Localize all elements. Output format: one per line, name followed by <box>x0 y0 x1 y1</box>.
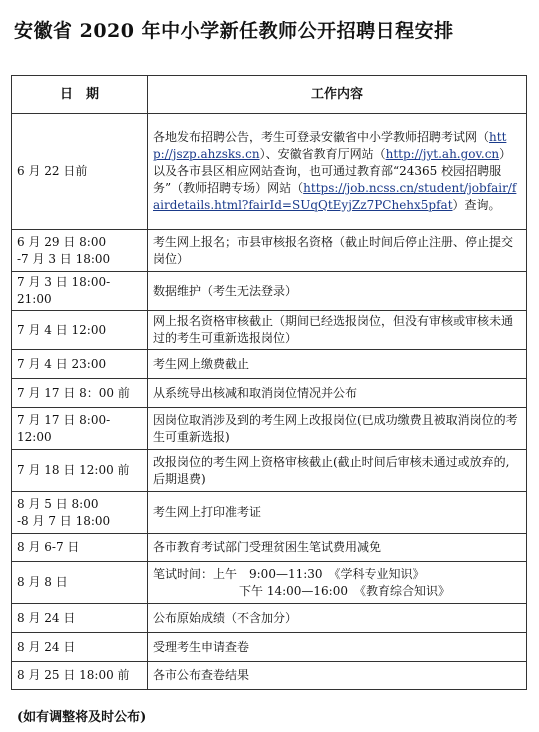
content-cell: 受理考生申请查卷 <box>148 633 527 662</box>
date-cell: 7 月 18 日 12:00 前 <box>12 450 148 492</box>
content-cell: 改报岗位的考生网上资格审核截止(截止时间后审核未通过或放弃的,后期退费) <box>148 450 527 492</box>
date-cell: 8 月 24 日 <box>12 633 148 662</box>
education-dept-link[interactable]: http://jyt.ah.gov.cn <box>385 147 500 161</box>
date-line: 8 月 5 日 8:00 <box>17 496 99 511</box>
exam-time-line-wrap <box>153 583 521 600</box>
table-row <box>12 604 527 633</box>
date-cell: 8 月 6-7 日 <box>12 534 148 562</box>
table-row <box>12 492 527 534</box>
page-title: 安徽省 2020 年中小学新任教师公开招聘日程安排 <box>14 20 454 42</box>
content-cell: 公布原始成绩（不含加分） <box>148 604 527 633</box>
table-row <box>12 379 527 408</box>
date-line: -8 月 7 日 18:00 <box>17 513 111 528</box>
exam-time-line: 下午 14:00—16:00 《教育综合知识》 <box>239 583 450 598</box>
table-row <box>12 562 527 604</box>
content-text: 各地发布招聘公告，考生可登录安徽省中小学教师招聘考试网（ <box>153 130 490 144</box>
content-cell: 各市教育考试部门受理贫困生笔试费用减免 <box>148 534 527 562</box>
table-row <box>12 350 527 379</box>
table-row <box>12 662 527 690</box>
content-text: ）以及各市县区相应网站查询，也可通过教育部“24365 校园招聘服务”（教师招聘专场）网站（ <box>153 147 512 195</box>
content-cell: 从系统导出核减和取消岗位情况并公布 <box>148 379 527 408</box>
content-cell: 因岗位取消涉及到的考生网上改报岗位(已成功缴费且被取消岗位的考生可重新选报) <box>148 408 527 450</box>
table-header-row <box>12 76 527 114</box>
header-content: 工作内容 <box>148 76 527 114</box>
content-cell <box>148 562 527 604</box>
date-cell: 7 月 17 日 8:00-12:00 <box>12 408 148 450</box>
date-cell: 7 月 4 日 12:00 <box>12 311 148 350</box>
exam-time-line: 笔试时间：上午 9:00—11:30 《学科专业知识》 <box>153 566 425 581</box>
table-row <box>12 408 527 450</box>
content-text: ）、安徽省教育厅网站（ <box>259 147 386 161</box>
content-cell: 网上报名资格审核截止（期间已经选报岗位，但没有审核或审核未通过的考生可重新选报岗位） <box>148 311 527 350</box>
date-cell <box>12 492 148 534</box>
content-cell: 考生网上缴费截止 <box>148 350 527 379</box>
table-row <box>12 311 527 350</box>
table-row <box>12 450 527 492</box>
date-cell <box>12 230 148 272</box>
date-cell: 7 月 4 日 23:00 <box>12 350 148 379</box>
date-cell: 8 月 8 日 <box>12 562 148 604</box>
date-cell: 8 月 24 日 <box>12 604 148 633</box>
content-cell: 各市公布查卷结果 <box>148 662 527 690</box>
date-line: -7 月 3 日 18:00 <box>17 251 111 266</box>
table-row <box>12 272 527 311</box>
adjustment-note: (如有调整将及时公布) <box>17 710 147 725</box>
exam-site-link[interactable]: http://jszp.ahzsks.cn <box>153 130 507 161</box>
table-row <box>12 114 527 230</box>
schedule-table <box>11 75 527 690</box>
date-cell: 6 月 22 日前 <box>12 114 148 230</box>
table-row <box>12 534 527 562</box>
date-cell: 7 月 3 日 18:00-21:00 <box>12 272 148 311</box>
date-cell: 7 月 17 日 8：00 前 <box>12 379 148 408</box>
table-row <box>12 230 527 272</box>
content-cell <box>148 114 527 230</box>
content-cell: 考生网上报名；市县审核报名资格（截止时间后停止注册、停止提交岗位） <box>148 230 527 272</box>
ncss-jobfair-link[interactable]: https://job.ncss.cn/student/jobfair/fairdetails.html?fairId=SUqQtEyjZz7PChehx5pfat <box>153 181 517 212</box>
content-cell: 数据维护（考生无法登录） <box>148 272 527 311</box>
date-line: 6 月 29 日 8:00 <box>17 234 107 249</box>
table-row <box>12 633 527 662</box>
date-cell: 8 月 25 日 18:00 前 <box>12 662 148 690</box>
content-cell: 考生网上打印准考证 <box>148 492 527 534</box>
content-text: ）查询。 <box>452 198 501 212</box>
header-date: 日 期 <box>12 76 148 114</box>
